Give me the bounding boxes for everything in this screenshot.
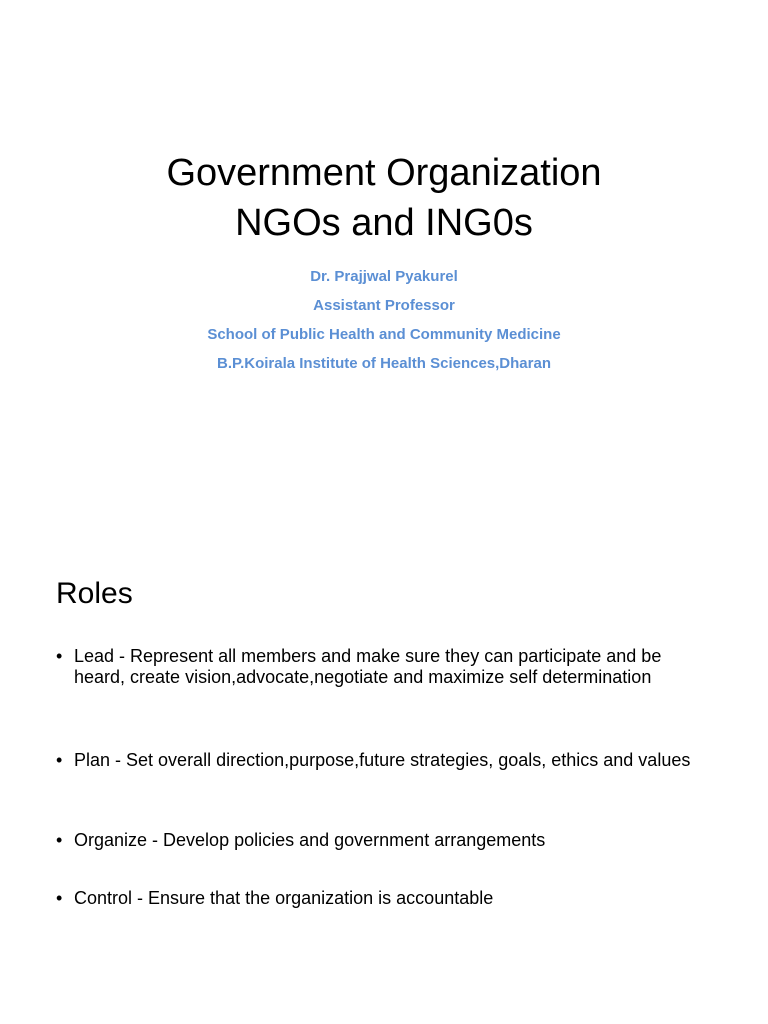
bullet-dot-icon: • [56, 888, 63, 908]
roles-slide [0, 512, 768, 1024]
bullet-text: Organize - Develop policies and government arrangements [74, 830, 546, 850]
bullet-text: Lead - Represent all members and make sure they can participate and be heard, create vision,advocate,negotiate and maximize self determination [74, 646, 662, 687]
bullet-dot-icon: • [56, 646, 63, 666]
author-department: School of Public Health and Community Medicine [207, 326, 561, 343]
bullet-item-control [56, 888, 716, 909]
slide-heading: Roles [56, 577, 133, 610]
bullet-dot-icon: • [56, 830, 63, 850]
bullet-text: Plan - Set overall direction,purpose,future strategies, goals, ethics and values [74, 750, 691, 770]
bullet-dot-icon: • [56, 750, 63, 770]
slide-title [0, 148, 768, 248]
bullet-item-lead [56, 646, 716, 688]
author-institute: B.P.Koirala Institute of Health Sciences,Dharan [217, 355, 551, 372]
slide-title-line-2: NGOs and ING0s [235, 202, 533, 244]
bullet-item-organize [56, 830, 716, 851]
author-name: Dr. Prajjwal Pyakurel [310, 268, 458, 285]
bullet-text: Control - Ensure that the organization is accountable [74, 888, 494, 908]
author-position: Assistant Professor [313, 297, 455, 314]
slide-title-line-1: Government Organization [166, 152, 602, 194]
bullet-item-plan [56, 750, 716, 771]
author-block [0, 262, 768, 378]
